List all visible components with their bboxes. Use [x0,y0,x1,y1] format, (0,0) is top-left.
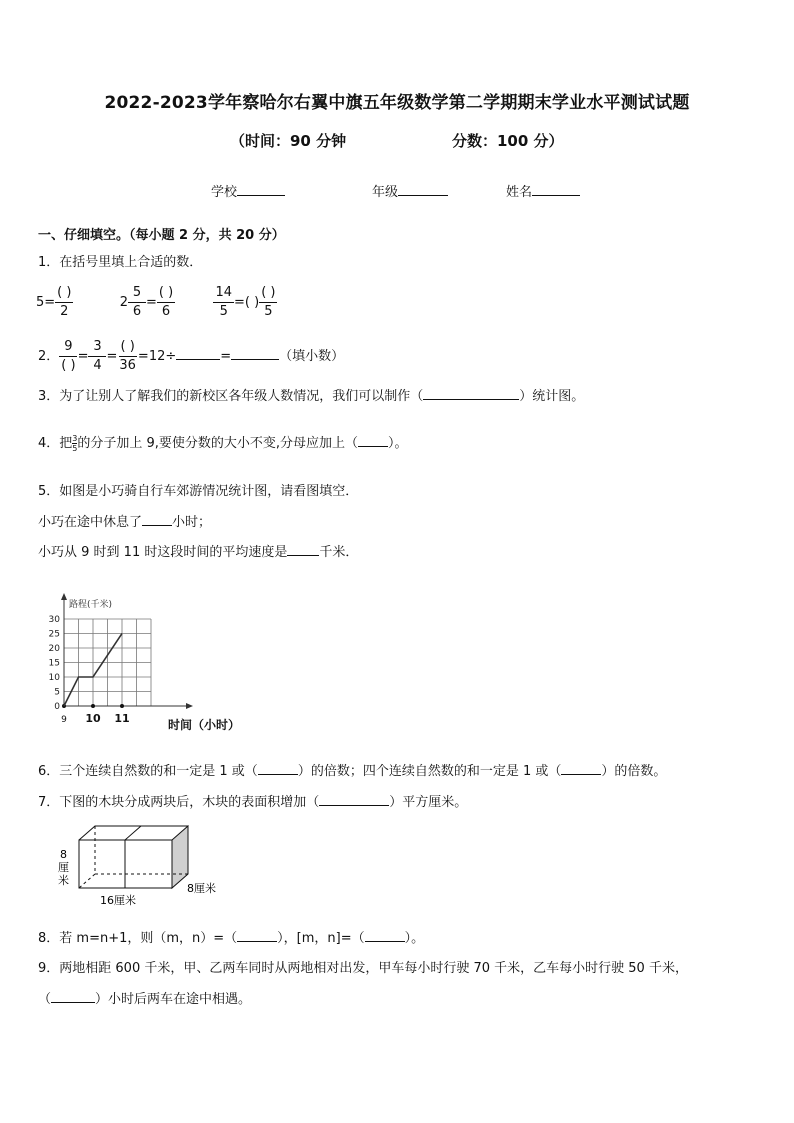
question-3: 3．为了让别人了解我们的新校区各年级人数情况，我们可以制作（ ）统计图。 [38,385,584,404]
y-tick-label: 25 [48,629,60,640]
exam-score: 分数：100 分） [452,132,564,150]
page-title: 2022-2023学年察哈尔右翼中旗五年级数学第二学期期末学业水平测试试题 [104,93,690,113]
section-heading: 一、仔细填空。（每小题 2 分，共 20 分） [38,228,285,243]
x-axis-arrow [186,703,193,709]
q6-blank-1[interactable] [258,761,298,775]
chart-grid [64,619,151,706]
name-blank[interactable] [532,182,580,196]
y-tick-label: 5 [54,687,60,698]
chart-x-axis-label: 时间（小时） [168,718,241,732]
wooden-block-diagram [52,820,232,912]
block-height-label-3: 米 [58,874,69,887]
question-1-fractions: 5= $\frac{( )}{2}$ 2 $\frac{5}{6}$ = $\frac{( )}{6}$ $\frac{14}{5}$ =( ) $\frac{( )}{5}$ [36,285,276,319]
q1a-fraction[interactable]: $\frac{( )}{2}$ [57,285,72,319]
question-5-line-2: 小巧从 9 时到 11 时这段时间的平均速度是 千米． [38,541,358,560]
question-9-line-1: 9．两地相距 600 千米，甲、乙两车同时从两地相对出发，甲车每小时行驶 70 千米，乙车每小时行驶 50 千米， [38,961,688,976]
exam-time: （时间：90 分钟 [230,132,347,150]
q2-fraction-1[interactable]: $\frac{9}{( )}$ [61,339,76,373]
x-tick-dot [120,704,124,708]
q2-fraction-2: $\frac{3}{4}$ [88,338,106,375]
school-label: 学校 [211,185,238,200]
school-blank[interactable] [237,182,285,196]
x-tick-label: 11 [114,712,130,725]
question-5-line-1: 小巧在途中休息了 小时； [38,511,211,530]
question-1-text: 1．在括号里填上合适的数． [38,255,203,270]
question-4: 4．把 $\frac{3}{5}$ 的分子加上 9,要使分数的大小不变,分母应加上（ ）。 [38,434,408,453]
q4-blank[interactable] [358,433,388,447]
grade-label: 年级 [372,185,399,200]
q1c-whole-blank[interactable]: =( ) [234,295,260,310]
q1c-answer[interactable]: $\frac{( )}{5}$ [261,285,276,319]
chart-y-axis-label: 路程(千米) [69,600,113,610]
q2-fraction-3[interactable]: $\frac{( )}{36}$ [119,339,136,373]
block-length-label: 16厘米 [100,894,136,907]
chart-ticks [49,615,130,725]
x-tick-dot [91,704,95,708]
x-tick-label: 10 [85,712,101,725]
q5-blank-1[interactable] [142,512,172,526]
grade-blank[interactable] [398,182,448,196]
q1c-fraction: $\frac{14}{5}$ [215,285,233,319]
cycling-distance-chart [40,585,270,740]
y-axis-arrow [61,593,67,600]
name-label: 姓名 [506,185,533,200]
name-field[interactable] [506,181,580,200]
q2-blank-1[interactable] [176,346,220,360]
q4-fraction: $\frac{3}{5}$ [72,434,78,453]
y-tick-label: 10 [48,673,60,683]
question-6: 6．三个连续自然数的和一定是 1 或（ ）的倍数；四个连续自然数的和一定是 1 或（ ）的倍数。 [38,760,666,779]
q3-blank[interactable] [423,386,519,400]
block-width-label: 8厘米 [187,882,216,895]
question-8: 8．若 m=n+1，则（m，n）=（ ），[m，n]=（ ）。 [38,927,424,946]
q8-blank-1[interactable] [237,928,277,942]
y-tick-label: 30 [48,615,60,625]
q7-blank[interactable] [319,792,389,806]
q9-blank[interactable] [51,989,95,1003]
question-2: 2． $\frac{9}{( )}$ = $\frac{3}{4}$ = $\frac{( )}{36}$ =12÷ = （填小数） [38,339,345,373]
q1b-whole: 2 [119,295,129,310]
q5-blank-2[interactable] [287,542,319,556]
grade-field[interactable] [372,181,448,200]
q1a-lhs: 5= [36,295,56,310]
y-tick-label: 20 [48,644,60,654]
question-7: 7．下图的木块分成两块后，木块的表面积增加（ ）平方厘米。 [38,791,467,810]
question-5-text: 5．如图是小巧骑自行车郊游情况统计图，请看图填空． [38,484,359,499]
q8-blank-2[interactable] [365,928,405,942]
y-tick-label: 15 [48,658,60,669]
block-height-label-2: 厘 [58,861,69,874]
question-9-line-2: （ ）小时后两车在途中相遇。 [38,988,251,1007]
y-tick-label: 0 [54,702,60,712]
q1b-fraction: $\frac{5}{6}$ [128,284,146,321]
q1b-answer[interactable]: $\frac{( )}{6}$ [158,285,174,319]
block-height-label-1: 8 [60,848,67,861]
school-field[interactable] [211,181,285,200]
q6-blank-2[interactable] [561,761,601,775]
q2-blank-2[interactable] [231,346,279,360]
x-tick-label: 9 [61,715,67,725]
